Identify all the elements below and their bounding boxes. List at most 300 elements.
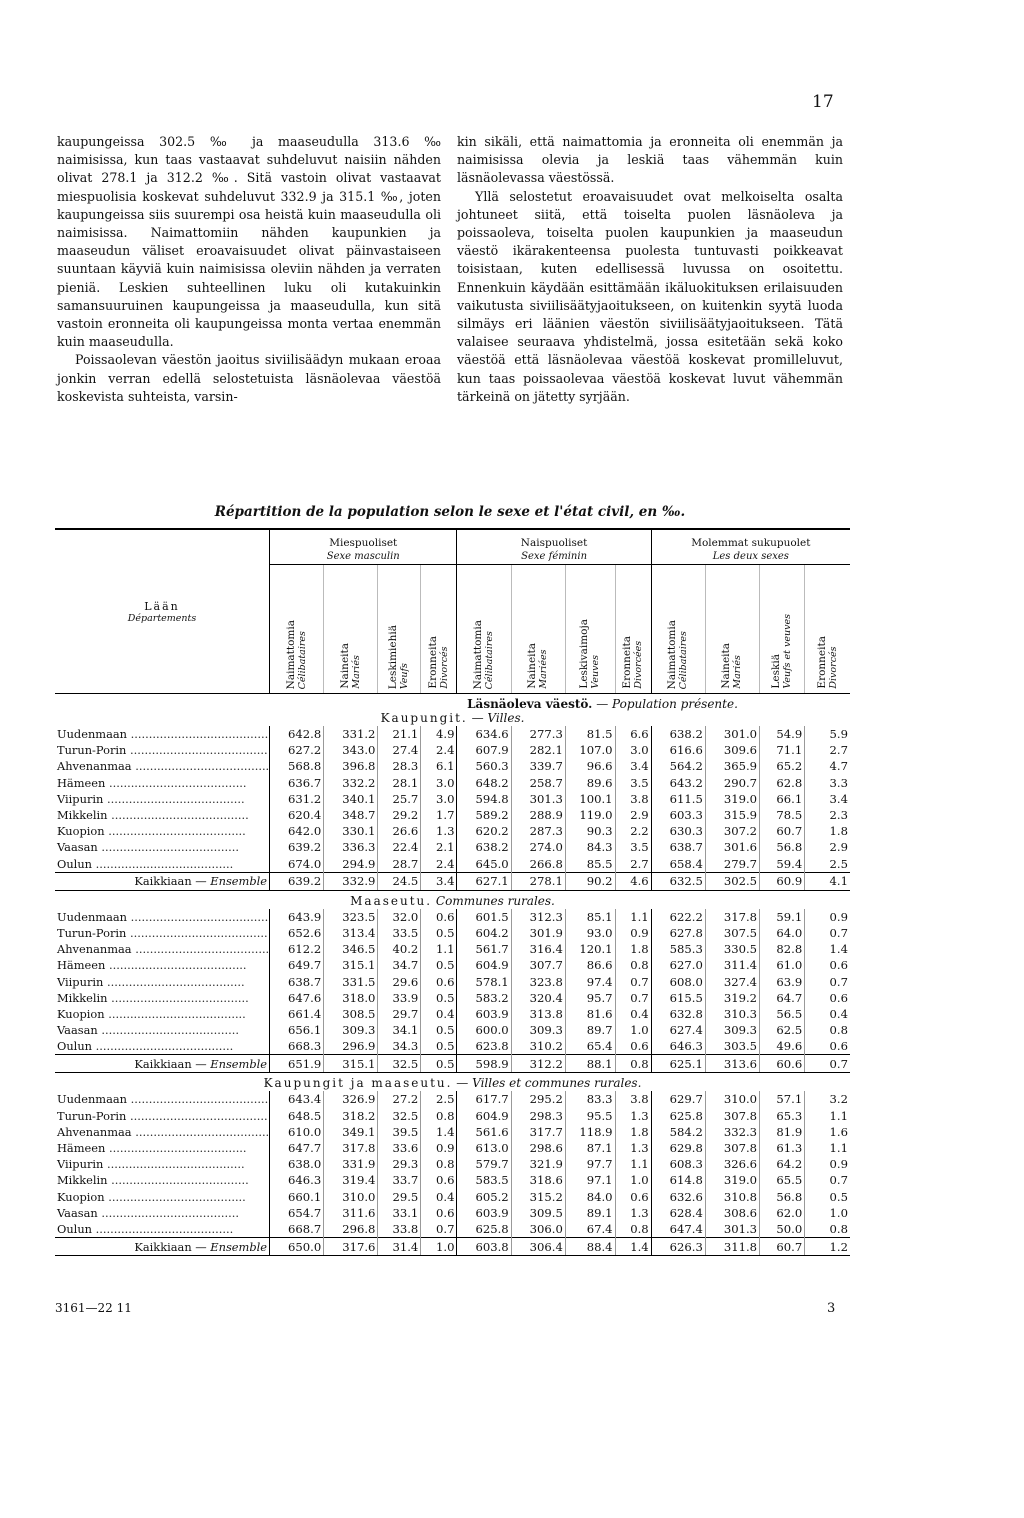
department-name: Oulun ..... [55, 1038, 270, 1055]
table-cell: 2.4 [421, 856, 457, 873]
table-cell: 340.1 [324, 791, 378, 807]
table-cell: 89.7 [565, 1022, 615, 1038]
table-cell: 0.7 [421, 1221, 457, 1238]
department-name: Uudenmaan ..... [55, 909, 270, 925]
table-cell: 33.9 [378, 990, 421, 1006]
table-cell: 603.9 [457, 1205, 511, 1221]
table-cell: 578.1 [457, 973, 511, 989]
column-label: Naineita [720, 643, 733, 689]
table-cell: 320.4 [511, 990, 565, 1006]
group-header-male [270, 529, 457, 565]
total-label-fi: Kaikkiaan [134, 1239, 192, 1254]
table-cell: 310.0 [705, 1091, 759, 1107]
table-cell: 315.9 [705, 807, 759, 823]
group-label-fr: Les deux sexes [712, 551, 789, 562]
paragraph: kaupungeissa 302.5 ‰ ja maaseudulla 313.6 ‰ naimisissa, kun taas vastaavat suhdeluvut naisiin nähden olivat 278.1 ja 312.2 ‰. Sitä vastoin olivat vastaavat miespuolisia koskevat suhdeluvut 332.9 ja 315.1 ‰, joten kaupungeissa siis suurempi osa heistä kuin maaseudulla oli naimisissa. Naimattomiin nähden kaupunkien ja maaseudun väliset eroavaisuudet olivat päinvastaiseen suuntaan käyviä kuin naimisissa oleviin nähden ja verraten pieniä. Leskien suhteellinen luku oli kutakuinkin samansuuruinen kaupungeissa ja maaseudulla, kun sitä vastoin eronneita oli kaupungeissa monta vertaa enemmän kuin maaseudulla. [57, 134, 441, 350]
column-header [511, 565, 565, 694]
department-name: Vaasan ..... [55, 1022, 270, 1038]
table-cell: 652.6 [270, 925, 324, 941]
table-cell: 97.7 [565, 1156, 615, 1172]
section-title-row [55, 1073, 850, 1092]
table-row [55, 925, 850, 941]
table-cell: 6.1 [421, 758, 457, 774]
table-cell: 82.8 [760, 941, 805, 957]
table-cell: 3.5 [615, 839, 651, 855]
column-label: Eronneita [426, 636, 439, 689]
table-cell: 579.7 [457, 1156, 511, 1172]
section-subtitle: Kaupungit ja maaseutu. [263, 1076, 453, 1091]
column-label-fr: Célibataires [678, 630, 690, 689]
group-label: Miespuoliset [329, 537, 398, 549]
table-cell: 647.7 [270, 1140, 324, 1156]
column-label-fr: Célibataires [484, 630, 496, 689]
column-header [324, 565, 378, 694]
total-label [55, 1238, 270, 1256]
table-cell: 1.1 [805, 1140, 850, 1156]
table-cell: 89.1 [565, 1205, 615, 1221]
table-cell: 326.9 [324, 1091, 378, 1107]
column-header [457, 565, 511, 694]
table-cell: 81.6 [565, 1006, 615, 1022]
table-cell: 61.3 [760, 1140, 805, 1156]
table-cell: 2.7 [615, 856, 651, 873]
table-cell: 22.4 [378, 839, 421, 855]
group-label-fr: Sexe féminin [521, 551, 588, 562]
total-label [55, 1055, 270, 1073]
department-name: Hämeen ..... [55, 957, 270, 973]
table-cell: 319.0 [705, 791, 759, 807]
table-cell: 1.3 [615, 1108, 651, 1124]
footer-signature: 3 [827, 1301, 836, 1316]
table-cell: 50.0 [760, 1221, 805, 1238]
total-label-fr: — Ensemble [195, 1239, 268, 1254]
table-cell: 323.8 [511, 973, 565, 989]
group-label-fr: Sexe masculin [326, 551, 400, 562]
table-cell: 1.8 [615, 1124, 651, 1140]
table-cell: 646.3 [651, 1038, 705, 1055]
table-cell: 85.5 [565, 856, 615, 873]
table-cell: 3.3 [805, 775, 850, 791]
table-cell: 613.0 [457, 1140, 511, 1156]
table-row [55, 1172, 850, 1188]
column-header [705, 565, 759, 694]
table-cell: 65.3 [760, 1108, 805, 1124]
table-cell: 0.7 [615, 973, 651, 989]
table-row [55, 726, 850, 742]
table-cell: 3.4 [805, 791, 850, 807]
table-cell: 605.2 [457, 1189, 511, 1205]
department-name: Oulun ..... [55, 856, 270, 873]
table-cell: 315.2 [511, 1189, 565, 1205]
table-cell: 313.4 [324, 925, 378, 941]
table-cell: 4.9 [421, 726, 457, 742]
department-name: Turun-Porin ..... [55, 742, 270, 758]
department-name: Ahvenanmaa ..... [55, 941, 270, 957]
table-cell: 307.2 [705, 823, 759, 839]
total-cell: 315.1 [324, 1055, 378, 1073]
table-cell: 603.9 [457, 1006, 511, 1022]
table-cell: 346.5 [324, 941, 378, 957]
table-row [55, 957, 850, 973]
table-cell: 29.7 [378, 1006, 421, 1022]
table-cell: 0.6 [421, 909, 457, 925]
table-cell: 2.7 [805, 742, 850, 758]
table-cell: 3.5 [615, 775, 651, 791]
table-cell: 0.6 [421, 973, 457, 989]
table-cell: 29.2 [378, 807, 421, 823]
table-cell: 629.8 [651, 1140, 705, 1156]
lan-column-header [55, 529, 270, 694]
total-cell: 278.1 [511, 872, 565, 890]
table-cell: 0.4 [421, 1189, 457, 1205]
table-cell: 625.8 [651, 1108, 705, 1124]
total-cell: 60.7 [760, 1238, 805, 1256]
table-cell: 629.7 [651, 1091, 705, 1107]
table-cell: 0.9 [421, 1140, 457, 1156]
table-cell: 612.2 [270, 941, 324, 957]
table-cell: 32.0 [378, 909, 421, 925]
table-cell: 1.8 [615, 941, 651, 957]
table-row [55, 909, 850, 925]
section-title-fr: — Population présente. [596, 697, 738, 711]
column-label-fr: Mariés [350, 655, 362, 689]
table-cell: 1.3 [615, 1205, 651, 1221]
department-name: Viipurin ..... [55, 1156, 270, 1172]
table-cell: 90.3 [565, 823, 615, 839]
table-cell: 310.2 [511, 1038, 565, 1055]
table-cell: 295.2 [511, 1091, 565, 1107]
table-cell: 2.5 [805, 856, 850, 873]
table-cell: 33.5 [378, 925, 421, 941]
total-row [55, 1055, 850, 1073]
table-cell: 620.2 [457, 823, 511, 839]
total-cell: 0.5 [421, 1055, 457, 1073]
total-cell: 32.5 [378, 1055, 421, 1073]
table-cell: 64.2 [760, 1156, 805, 1172]
total-cell: 306.4 [511, 1238, 565, 1256]
table-cell: 95.7 [565, 990, 615, 1006]
total-cell: 632.5 [651, 872, 705, 890]
table-cell: 648.2 [457, 775, 511, 791]
table-cell: 604.9 [457, 957, 511, 973]
table-cell: 313.8 [511, 1006, 565, 1022]
table-row [55, 1156, 850, 1172]
table-cell: 0.4 [421, 1006, 457, 1022]
table-cell: 1.7 [421, 807, 457, 823]
department-name: Uudenmaan ..... [55, 726, 270, 742]
total-cell: 31.4 [378, 1238, 421, 1256]
table-cell: 81.5 [565, 726, 615, 742]
table-cell: 0.5 [421, 1038, 457, 1055]
table-cell: 81.9 [760, 1124, 805, 1140]
table-cell: 627.0 [651, 957, 705, 973]
total-cell: 1.0 [421, 1238, 457, 1256]
table-cell: 4.7 [805, 758, 850, 774]
table-cell: 634.6 [457, 726, 511, 742]
department-name: Oulun ..... [55, 1221, 270, 1238]
table-cell: 28.1 [378, 775, 421, 791]
table-cell: 614.8 [651, 1172, 705, 1188]
table-cell: 564.2 [651, 758, 705, 774]
column-label-fr: Mariées [538, 649, 550, 689]
table-cell: 3.8 [615, 1091, 651, 1107]
table-cell: 349.1 [324, 1124, 378, 1140]
table-cell: 0.4 [615, 1006, 651, 1022]
table-cell: 296.8 [324, 1221, 378, 1238]
table-row [55, 823, 850, 839]
section-subtitle-fr: Communes rurales. [435, 893, 555, 908]
total-cell: 1.4 [615, 1238, 651, 1256]
table-cell: 301.9 [511, 925, 565, 941]
total-cell: 625.1 [651, 1055, 705, 1073]
table-cell: 611.5 [651, 791, 705, 807]
section-title [55, 1073, 850, 1092]
total-cell: 4.6 [615, 872, 651, 890]
table-cell: 331.5 [324, 973, 378, 989]
table-cell: 638.2 [457, 839, 511, 855]
table-cell: 266.8 [511, 856, 565, 873]
table-cell: 316.4 [511, 941, 565, 957]
table-cell: 2.3 [805, 807, 850, 823]
table-cell: 310.8 [705, 1189, 759, 1205]
table-cell: 3.0 [421, 791, 457, 807]
table-cell: 64.0 [760, 925, 805, 941]
table-cell: 560.3 [457, 758, 511, 774]
table-cell: 332.2 [324, 775, 378, 791]
group-label: Molemmat sukupuolet [691, 537, 811, 549]
table-cell: 0.5 [421, 990, 457, 1006]
table-cell: 100.1 [565, 791, 615, 807]
table-cell: 2.2 [615, 823, 651, 839]
table-cell: 643.9 [270, 909, 324, 925]
column-header [378, 565, 421, 694]
table-cell: 0.9 [805, 909, 850, 925]
total-cell: 24.5 [378, 872, 421, 890]
table-cell: 56.8 [760, 1189, 805, 1205]
table-cell: 0.5 [421, 925, 457, 941]
department-name: Ahvenanmaa ..... [55, 758, 270, 774]
table-cell: 632.8 [651, 1006, 705, 1022]
table-cell: 83.3 [565, 1091, 615, 1107]
table-cell: 309.3 [705, 1022, 759, 1038]
table-cell: 34.3 [378, 1038, 421, 1055]
table-cell: 1.0 [615, 1022, 651, 1038]
table-cell: 0.6 [615, 1038, 651, 1055]
total-cell: 90.2 [565, 872, 615, 890]
table-cell: 617.7 [457, 1091, 511, 1107]
total-cell: 598.9 [457, 1055, 511, 1073]
table-row [55, 839, 850, 855]
total-cell: 0.7 [805, 1055, 850, 1073]
table-cell: 309.6 [705, 742, 759, 758]
total-cell: 60.6 [760, 1055, 805, 1073]
column-label-fr: Divorcés [827, 646, 839, 689]
table-row [55, 941, 850, 957]
table-row [55, 1108, 850, 1124]
table-cell: 1.8 [805, 823, 850, 839]
table-cell: 66.1 [760, 791, 805, 807]
table-cell: 326.6 [705, 1156, 759, 1172]
table-cell: 0.5 [421, 957, 457, 973]
table-row [55, 775, 850, 791]
table-cell: 628.4 [651, 1205, 705, 1221]
section-subtitle: Maaseutu. [350, 893, 433, 908]
table-cell: 306.0 [511, 1221, 565, 1238]
column-header [270, 565, 324, 694]
table-cell: 84.0 [565, 1189, 615, 1205]
department-name: Mikkelin ..... [55, 807, 270, 823]
table-cell: 310.0 [324, 1189, 378, 1205]
table-cell: 40.2 [378, 941, 421, 957]
total-cell: 60.9 [760, 872, 805, 890]
table-cell: 583.5 [457, 1172, 511, 1188]
department-name: Ahvenanmaa ..... [55, 1124, 270, 1140]
table-cell: 607.9 [457, 742, 511, 758]
table-cell: 600.0 [457, 1022, 511, 1038]
table-cell: 0.6 [805, 990, 850, 1006]
table-cell: 34.1 [378, 1022, 421, 1038]
table-cell: 32.5 [378, 1108, 421, 1124]
table-cell: 331.2 [324, 726, 378, 742]
total-label [55, 872, 270, 890]
table-cell: 5.9 [805, 726, 850, 742]
table-cell: 330.1 [324, 823, 378, 839]
table-cell: 331.9 [324, 1156, 378, 1172]
group-header-female [457, 529, 651, 565]
table-cell: 311.4 [705, 957, 759, 973]
department-name: Vaasan ..... [55, 1205, 270, 1221]
right-text-column [457, 133, 843, 406]
table-cell: 307.8 [705, 1108, 759, 1124]
total-cell: 313.6 [705, 1055, 759, 1073]
table-cell: 318.0 [324, 990, 378, 1006]
table-cell: 639.2 [270, 839, 324, 855]
table-cell: 594.8 [457, 791, 511, 807]
table-cell: 0.6 [421, 1205, 457, 1221]
table-cell: 396.8 [324, 758, 378, 774]
table-cell: 2.9 [805, 839, 850, 855]
table-cell: 288.9 [511, 807, 565, 823]
section-subtitle-fr: — Villes. [471, 711, 525, 725]
left-text-column [57, 133, 441, 406]
table-cell: 34.7 [378, 957, 421, 973]
table-cell: 627.4 [651, 1022, 705, 1038]
column-label: Leskimiehiä [387, 624, 400, 689]
total-cell: 88.4 [565, 1238, 615, 1256]
total-cell: 627.1 [457, 872, 511, 890]
table-cell: 33.6 [378, 1140, 421, 1156]
table-cell: 307.8 [705, 1140, 759, 1156]
group-header-both [651, 529, 850, 565]
table-row [55, 1091, 850, 1107]
table-cell: 604.9 [457, 1108, 511, 1124]
table-body [55, 694, 850, 1256]
table-row [55, 1006, 850, 1022]
table-cell: 279.7 [705, 856, 759, 873]
table-cell: 0.4 [805, 1006, 850, 1022]
total-label-fi: Kaikkiaan [134, 874, 192, 889]
table-cell: 654.7 [270, 1205, 324, 1221]
table-cell: 1.4 [805, 941, 850, 957]
department-name: Mikkelin ..... [55, 1172, 270, 1188]
table-cell: 310.3 [705, 1006, 759, 1022]
table-row [55, 1022, 850, 1038]
table-cell: 585.3 [651, 941, 705, 957]
table-cell: 294.9 [324, 856, 378, 873]
table-cell: 95.5 [565, 1108, 615, 1124]
table-cell: 2.9 [615, 807, 651, 823]
table-cell: 561.6 [457, 1124, 511, 1140]
table-cell: 1.0 [805, 1205, 850, 1221]
table-row [55, 973, 850, 989]
table-cell: 668.3 [270, 1038, 324, 1055]
table-cell: 86.6 [565, 957, 615, 973]
table-cell: 620.4 [270, 807, 324, 823]
table-cell: 29.3 [378, 1156, 421, 1172]
table-caption: Répartition de la population selon le sexe et l'état civil, en ‰. [214, 504, 686, 520]
table-cell: 615.5 [651, 990, 705, 1006]
table-cell: 627.8 [651, 925, 705, 941]
table-cell: 33.1 [378, 1205, 421, 1221]
table-cell: 296.9 [324, 1038, 378, 1055]
table-cell: 608.3 [651, 1156, 705, 1172]
department-name: Turun-Porin ..... [55, 925, 270, 941]
table-cell: 638.7 [651, 839, 705, 855]
table-row [55, 742, 850, 758]
table-cell: 78.5 [760, 807, 805, 823]
table-cell: 661.4 [270, 1006, 324, 1022]
table-cell: 668.7 [270, 1221, 324, 1238]
table-cell: 93.0 [565, 925, 615, 941]
table-cell: 630.3 [651, 823, 705, 839]
table-cell: 309.5 [511, 1205, 565, 1221]
table-cell: 27.4 [378, 742, 421, 758]
table-cell: 54.9 [760, 726, 805, 742]
lan-label-fr: Départements [127, 612, 197, 624]
table-cell: 645.0 [457, 856, 511, 873]
table-cell: 308.6 [705, 1205, 759, 1221]
table-cell: 301.6 [705, 839, 759, 855]
column-label: Naimattomia [666, 619, 679, 689]
table-cell: 643.4 [270, 1091, 324, 1107]
table-cell: 1.3 [615, 1140, 651, 1156]
table-cell: 642.0 [270, 823, 324, 839]
column-label-fr: Mariés [732, 655, 744, 689]
table-cell: 638.2 [651, 726, 705, 742]
page-number: 17 [812, 92, 834, 112]
table-cell: 1.3 [421, 823, 457, 839]
table-cell: 3.2 [805, 1091, 850, 1107]
table-cell: 312.3 [511, 909, 565, 925]
column-label: Leskivaimoja [578, 619, 591, 689]
table-row [55, 807, 850, 823]
table-cell: 0.5 [421, 1022, 457, 1038]
table-cell: 0.8 [615, 957, 651, 973]
table-cell: 29.5 [378, 1189, 421, 1205]
table-cell: 1.4 [421, 1124, 457, 1140]
table-cell: 647.4 [651, 1221, 705, 1238]
table-cell: 307.5 [705, 925, 759, 941]
table-cell: 646.3 [270, 1172, 324, 1188]
table-cell: 62.8 [760, 775, 805, 791]
table-cell: 648.5 [270, 1108, 324, 1124]
table-cell: 0.6 [805, 957, 850, 973]
column-label-fr: Veuves [590, 655, 602, 689]
table-cell: 301.3 [705, 1221, 759, 1238]
table-cell: 636.7 [270, 775, 324, 791]
table-cell: 3.4 [615, 758, 651, 774]
section-subtitle-fr: — Villes et communes rurales. [456, 1076, 642, 1091]
